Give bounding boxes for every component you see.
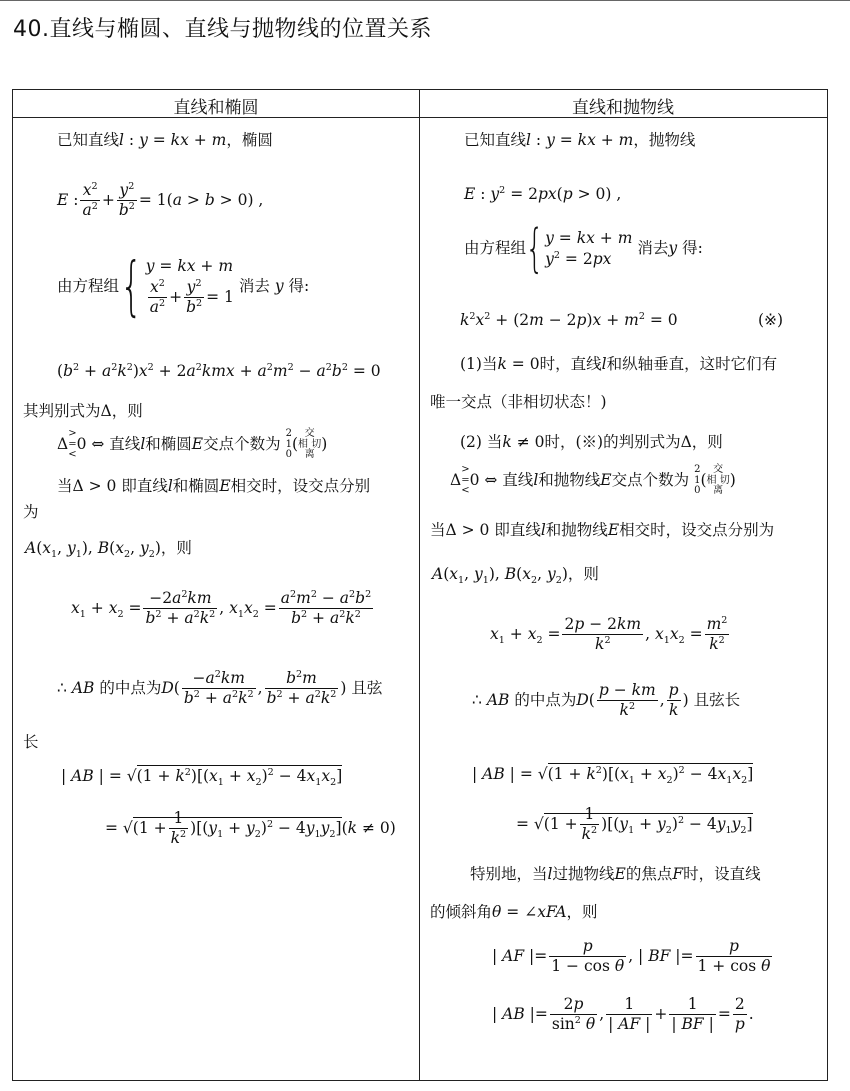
parabola-case-1-end: 唯一交点（非相切状态！) bbox=[430, 393, 607, 411]
parabola-case-1: (1)当k = 0时，直线l和纵轴垂直，这时它们有 bbox=[460, 355, 778, 373]
parabola-chord-formula-1: | AB | = $√(1 + k^2)[(x_1 + x_2)^2 - 4x_1x_2]$ bbox=[472, 764, 754, 787]
ellipse-quadratic: $(b^2 + a^2k^2)x^2 + 2a^2kmx + a^2m^2 - a^2b^2 = 0$ bbox=[57, 361, 381, 380]
ellipse-intersect-end: 为 bbox=[23, 503, 39, 521]
ellipse-intro: 已知直线l : y = kx + m，椭圆 bbox=[57, 131, 273, 149]
page-title: 40.直线与椭圆、直线与抛物线的位置关系 bbox=[13, 17, 432, 42]
parabola-intro: 已知直线l : y = kx + m，抛物线 bbox=[464, 131, 696, 149]
parabola-note: (※) bbox=[758, 311, 784, 329]
comparison-table bbox=[12, 89, 828, 1081]
ellipse-vieta: $x_1 + x_2$ = $\frac{-2a^2km}{b^2 + a^2k^2}$ , $x_1x_2$ = $\frac{a^2m^2 - a^2b^2}{b^2 + a^2k^2}$ bbox=[71, 588, 372, 628]
header-ellipse: 直线和椭圆 bbox=[173, 98, 259, 118]
ellipse-intersect: 当Δ > 0 即直线l和椭圆E相交时，设交点分别 bbox=[57, 477, 371, 495]
parabola-midpoint: ∴ AB 的中点为D( $\frac{p - km}{k^2}$ , $\frac{p}{k}$ ) 且弦长 bbox=[472, 681, 741, 720]
parabola-vieta: $x_1 + x_2$ = $\frac{2p - 2km}{k^2}$ , $x_1x_2$ = $\frac{m^2}{k^2}$ bbox=[490, 614, 728, 654]
parabola-points: $A(x_1$, $y_1$), $B(x_2$, $y_2$)，则 bbox=[432, 565, 599, 587]
ellipse-chord-label: 长 bbox=[23, 733, 39, 751]
ellipse-midpoint: ∴ AB 的中点为D( $\frac{-a^2km}{b^2 + a^2k^2}$ , $\frac{b^2m}{b^2 + a^2k^2}$ ) 且弦 bbox=[57, 668, 383, 708]
parabola-chord-formula-2: = √(1 + $\frac{1}{k^2}$ )$[(y_1 + y_2)^2 - 4y_1y_2]$ bbox=[516, 805, 753, 844]
ellipse-disc-cases: Δ> = <0 ⇔ 直线l和椭圆E交点个数为 2 1 0(交 相 切 离) bbox=[57, 428, 328, 460]
parabola-disc-cases: Δ> = <0 ⇔ 直线l和抛物线E交点个数为 2 1 0(交 相 切 离) bbox=[450, 464, 736, 496]
parabola-system: 由方程组{ y = kx + m $y^2 = 2px$ 消去y 得: bbox=[464, 219, 703, 279]
top-rule bbox=[0, 0, 850, 1]
parabola-equation: E : $y^2 = 2px(p > 0)$ , bbox=[464, 184, 622, 203]
parabola-case-2: (2) 当k ≠ 0时，(※)的判别式为Δ，则 bbox=[460, 433, 723, 451]
header-parabola: 直线和抛物线 bbox=[572, 98, 674, 118]
parabola-quadratic: $k^2x^2 + (2m - 2p)x + m^2 = 0$ bbox=[460, 310, 678, 329]
ellipse-points: $A(x_1$, $y_1$), $B(x_2$, $y_2$)，则 bbox=[25, 539, 192, 561]
parabola-intersect: 当Δ > 0 即直线l和抛物线E相交时，设交点分别为 bbox=[430, 521, 775, 539]
ellipse-disc-text: 其判别式为Δ，则 bbox=[23, 402, 143, 420]
ellipse-chord-formula-2: = √(1 + $\frac{1}{k^2}$ )$[(y_1 + y_2)^2 - 4y_1y_2](k \ne 0)$ bbox=[105, 809, 396, 848]
ellipse-system: 由方程组{ y = kx + m $\frac{x^2}{a^2}$ + $\frac{y^2}{b^2}$ = 1 消去 y 得: bbox=[57, 250, 310, 325]
ellipse-equation: E : $\frac{x^2}{a^2}$ + $\frac{y^2}{b^2}$ = 1(a > b > 0) , bbox=[57, 180, 264, 220]
ellipse-column bbox=[13, 119, 419, 1079]
parabola-focal-radius: | AF |= $\frac{p}{\text{1 − cos θ}}$ , | BF |= $\frac{p}{\text{1 + cos θ}}$ bbox=[492, 937, 771, 976]
parabola-focus-text: 特别地，当l过抛物线E的焦点F时，设直线 bbox=[470, 865, 761, 883]
ellipse-chord-formula-1: | AB | = $√(1 + k^2)[(x_1 + x_2)^2 - 4x_1x_2]$ bbox=[61, 766, 343, 789]
parabola-angle-text: 的倾斜角θ = ∠xFA，则 bbox=[430, 903, 598, 921]
parabola-focal-chord: | AB |= $\frac{2p}{\sin^2 \theta}$ , $\frac{1}{| AF |}$ + $\frac{1}{| BF |}$ = $\frac{2}{p}$ . bbox=[492, 995, 754, 1034]
parabola-column bbox=[420, 119, 826, 1079]
